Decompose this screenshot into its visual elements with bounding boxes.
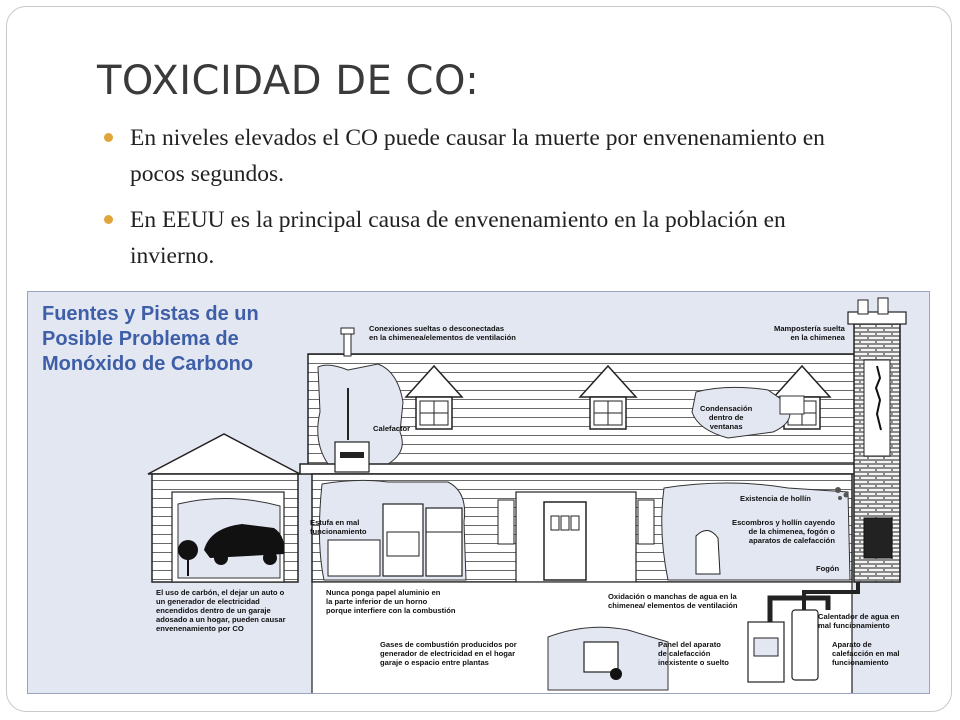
label-escombros: Escombros y hollín cayendo de la chimenea, fogón o aparatos de calefacción bbox=[732, 518, 835, 545]
label-gases: Gases de combustión producidos por generador de electricidad en el hogar garaje o espacio entre plantas bbox=[380, 640, 517, 667]
eave bbox=[300, 464, 862, 474]
bullet-text: En niveles elevados el CO puede causar la muerte por envenenamiento en pocos segundos. bbox=[130, 125, 825, 187]
label-panel: Panel del aparato de calefacción inexistente o suelto bbox=[658, 640, 729, 667]
generator-icon bbox=[584, 642, 618, 672]
diagram-title: Fuentes y Pistas de un Posible Problema de Monóxido de Carbono bbox=[42, 303, 259, 375]
fireplace-icon bbox=[864, 518, 892, 558]
window-condensation bbox=[780, 396, 804, 414]
bullet-item bbox=[104, 202, 864, 274]
grill-icon bbox=[178, 540, 198, 560]
water-heater-icon bbox=[792, 610, 818, 680]
label-calefactor: Calefactor bbox=[373, 424, 411, 433]
kitchen-cabinet bbox=[328, 540, 380, 576]
label-estufa: Estufa en mal funcionamiento bbox=[310, 518, 367, 536]
slide-title: TOXICIDAD DE CO: bbox=[97, 58, 480, 104]
bullet-text: En EEUU es la principal causa de envenenamiento en la población en invierno. bbox=[130, 207, 786, 269]
front-door-icon bbox=[544, 502, 586, 580]
bullet-dot bbox=[104, 133, 113, 142]
label-carbon: El uso de carbón, el dejar un auto o un generador de electricidad encendidos dentro de un garaje adosado a un hogar, pueden causar envenenamiento por CO bbox=[156, 588, 286, 633]
bullet-list bbox=[104, 120, 864, 284]
soot-icon bbox=[835, 487, 841, 493]
bullet-item bbox=[104, 120, 864, 192]
label-conexiones: Conexiones sueltas o desconectadas en la chimenea/elementos de ventilación bbox=[369, 324, 516, 342]
armchair-icon bbox=[696, 530, 720, 574]
vent-pipe bbox=[344, 332, 351, 356]
label-calentador: Calentador de agua en mal funcionamiento bbox=[818, 612, 900, 630]
label-aparato: Aparato de calefacción en mal funcionamiento bbox=[832, 640, 900, 667]
label-oxidacion: Oxidación o manchas de agua en la chimenea/ elementos de ventilación bbox=[608, 592, 738, 610]
bullet-dot bbox=[104, 215, 113, 224]
co-sources-diagram bbox=[27, 291, 930, 694]
label-aluminio: Nunca ponga papel aluminio en la parte inferior de un horno porque interfiere con la combustión bbox=[326, 588, 456, 615]
label-mamposteria: Mampostería suelta en la chimenea bbox=[774, 324, 845, 342]
label-condensacion: Condensación dentro de ventanas bbox=[700, 404, 753, 431]
label-hollin: Existencia de hollín bbox=[740, 494, 811, 503]
fridge-icon bbox=[426, 508, 462, 576]
label-fogon: Fogón bbox=[816, 564, 840, 573]
